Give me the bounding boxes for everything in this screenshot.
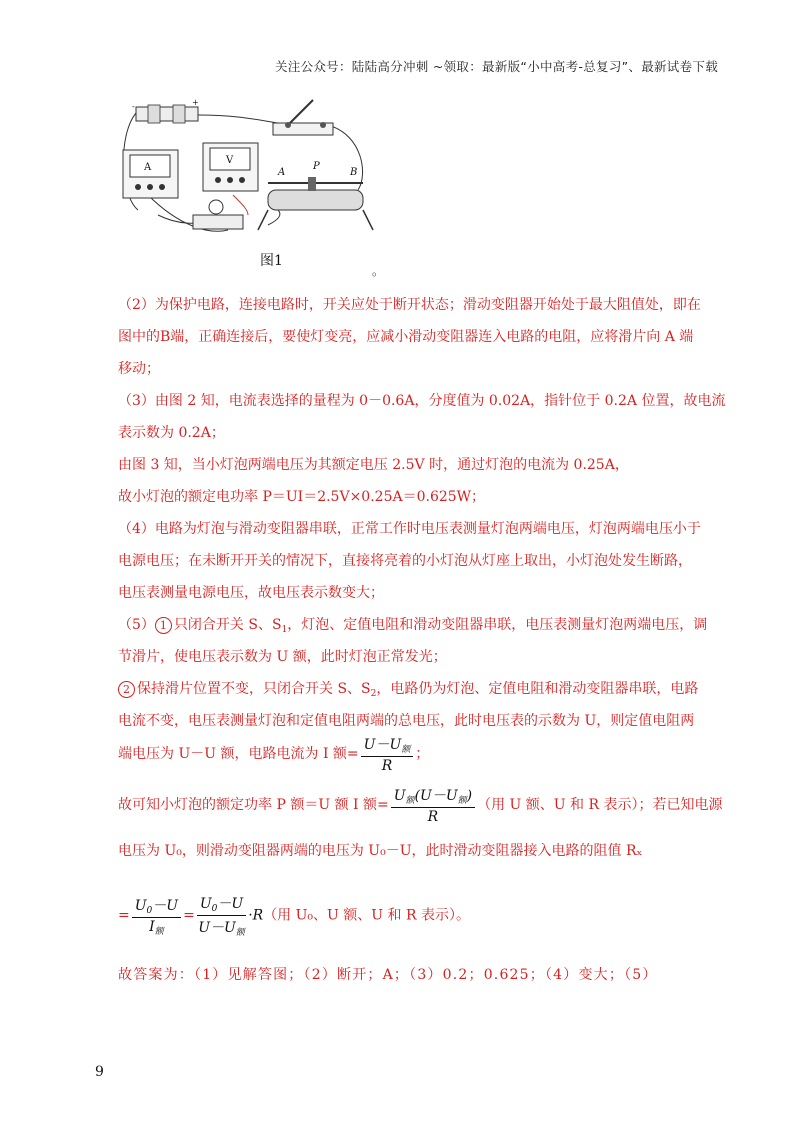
line-2: 图中的B端，正确连接后，要使灯变亮，应减小滑动变阻器连入电路的电阻，应将滑片向 A 端 <box>118 329 694 345</box>
line-11 <box>118 614 707 635</box>
line-10: 电压表测量电源电压，故电压表示数变大； <box>118 585 384 601</box>
formula-resistance-2: $\frac{U_0-U}{U-U_额}$ <box>197 893 246 938</box>
line-12: 节滑片，使电压表示数为 U 额，此时灯泡正常发光； <box>118 649 447 665</box>
line-18-rest: （用 U₀、U 额、U 和 R 表示）。 <box>263 907 470 924</box>
battery-plus-label: + <box>192 98 199 107</box>
line-19: 故答案为：（1）见解答图；（2）断开；A；（3）0.2；0.625；（4）变大；（5） <box>118 967 658 983</box>
circuit-diagram <box>118 95 378 240</box>
line-4: （3）由图 2 知，电流表选择的量程为 0－0.6A，分度值为 0.02A，指针位于 0.2A 位置，故电流 <box>118 393 726 409</box>
line-3: 移动； <box>118 361 160 377</box>
line-18 <box>118 893 470 938</box>
line-17: 电压为 U₀，则滑动变阻器两端的电压为 U₀－U，此时滑动变阻器接入电路的阻值 Rₓ <box>118 843 643 859</box>
line-18-eq2: = <box>183 907 195 924</box>
line-13-sub: 2 <box>370 689 377 699</box>
line-5: 表示数为 0.2A； <box>118 425 225 441</box>
line-11-sub: 1 <box>281 625 288 635</box>
circled-number-2: 2 <box>118 681 135 698</box>
line-13 <box>118 678 698 699</box>
line-13-text: 保持滑片位置不变，只闭合开关 S、S <box>137 681 371 697</box>
line-13-rest: ，电路仍为灯泡、定值电阻和滑动变阻器串联，电路 <box>376 681 699 697</box>
line-8: （4）电路为灯泡与滑动变阻器串联，正常工作时电压表测量灯泡两端电压，灯泡两端电压小于 <box>118 521 701 537</box>
figure-dot: 。 <box>372 264 385 278</box>
line-11-text: 只闭合开关 S、S <box>173 617 282 633</box>
line-16-text: 故可知小灯泡的额定功率 P 额＝U 额 I 额= <box>118 797 389 813</box>
rheostat-p-label: P <box>313 161 320 172</box>
line-18-eq1: = <box>118 907 130 924</box>
formula-resistance-1: $\frac{U_0-U}{I_额}$ <box>132 895 181 937</box>
ammeter-label: A <box>144 162 152 173</box>
line-18-times-r: ·R <box>248 907 264 924</box>
line-6: 由图 3 知，当小灯泡两端电压为其额定电压 2.5V 时，通过灯泡的电流为 0.25A， <box>118 457 629 473</box>
line-16-rest: （用 U 额、U 和 R 表示）；若已知电源 <box>477 797 723 813</box>
battery-minus-label: - <box>132 102 135 111</box>
rheostat-a-label: A <box>278 167 286 178</box>
line-9: 电源电压；在未断开开关的情况下，直接将亮着的小灯泡从灯座上取出，小灯泡处发生断路， <box>118 553 692 569</box>
figure-caption: 图1 <box>260 253 283 269</box>
line-16 <box>118 785 723 825</box>
formula-current: $\frac{U-U_额}{R}$ <box>361 734 414 774</box>
line-15-end: ； <box>415 746 430 762</box>
line-14: 电流不变，电压表测量灯泡和定值电阻两端的总电压，此时电压表的示数为 U，则定值电阻两 <box>118 713 695 729</box>
line-1: （2）为保护电路，连接电路时，开关应处于断开状态；滑动变阻器开始处于最大阻值处，即在 <box>118 297 701 313</box>
circled-number-1: 1 <box>155 617 172 634</box>
voltmeter-label: V <box>226 155 234 166</box>
line-11-rest: ，灯泡、定值电阻和滑动变阻器串联，电压表测量灯泡两端电压，调 <box>287 617 708 633</box>
line-15 <box>118 734 429 774</box>
line-7: 故小灯泡的额定电功率 P＝UI＝2.5V×0.25A＝0.625W； <box>118 489 486 505</box>
line-15-text: 端电压为 U－U 额，电路电流为 I 额= <box>118 746 359 762</box>
line-11-prefix: （5） <box>118 617 155 633</box>
rheostat-b-label: B <box>350 167 358 178</box>
page-number: 9 <box>95 1064 104 1080</box>
formula-power: $\frac{U_额(U-U_额)}{R}$ <box>391 785 475 825</box>
page-header: 关注公众号：陆陆高分冲刺 ~领取：最新版“小中高考-总复习”、最新试卷下载 <box>274 59 718 74</box>
